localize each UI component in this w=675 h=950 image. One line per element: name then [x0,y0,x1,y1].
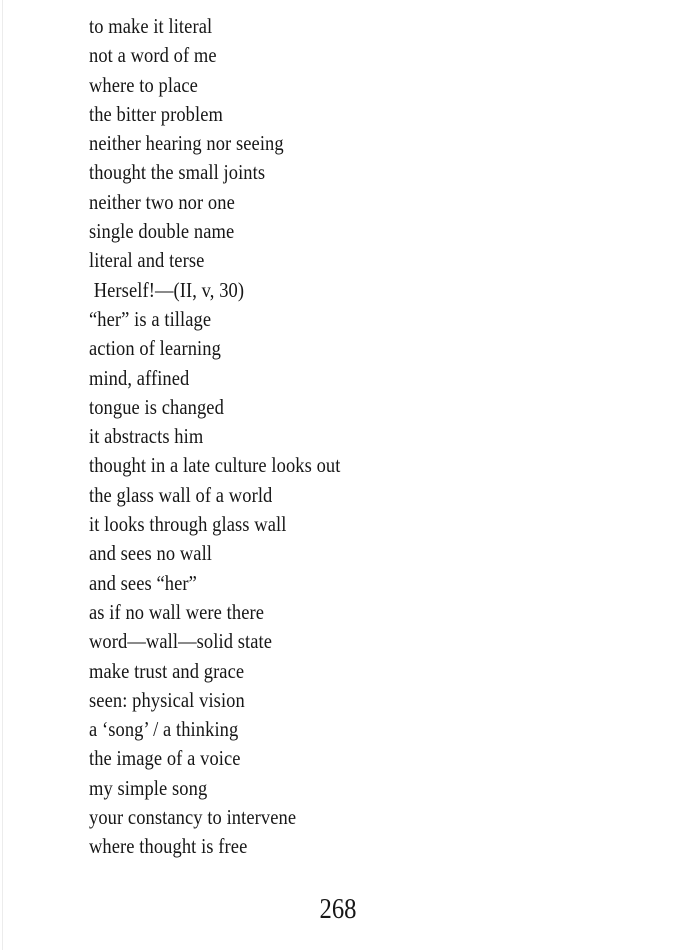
poem-line: not a word of me [89,43,217,68]
poem-line: to make it literal [89,14,213,38]
poem-line: neither two nor one [89,189,235,214]
poem-line: word—wall—solid state [89,629,273,654]
poem-line: the image of a voice [89,746,241,771]
poem-line: your constancy to intervene [89,805,297,830]
poem-text [89,12,340,862]
poem-line: as if no wall were there [89,599,265,624]
page-edge-line [2,0,3,950]
poem-line: and sees no wall [89,541,213,566]
poem-line: single double name [89,219,235,244]
poem-line: thought in a late culture looks out [89,453,341,478]
poem-line: where to place [89,72,198,97]
poem-line: the bitter problem [89,101,223,126]
poem-line: it looks through glass wall [89,512,287,537]
page-number [0,894,675,926]
poem-line: Herself!—(II, v, 30) [89,277,245,302]
poem-line: a ‘song’ / a thinking [89,717,239,742]
poem-line: it abstracts him [89,424,204,449]
poem-line: seen: physical vision [89,687,245,712]
poem-line: the glass wall of a world [89,482,273,507]
poem-line: “her” is a tillage [89,306,212,331]
poem-line: action of learning [89,336,221,361]
poem-line: thought the small joints [89,160,266,185]
poem-line: and sees “her” [89,570,197,595]
poem-line: tongue is changed [89,394,224,419]
poem-line: where thought is free [89,834,248,859]
poem-line: neither hearing nor seeing [89,131,284,156]
page-number-value: 268 [319,894,356,925]
poem-line: make trust and grace [89,658,245,683]
poem-line: literal and terse [89,248,205,273]
poem-line: mind, affined [89,365,190,390]
poem-line: my simple song [89,775,208,800]
